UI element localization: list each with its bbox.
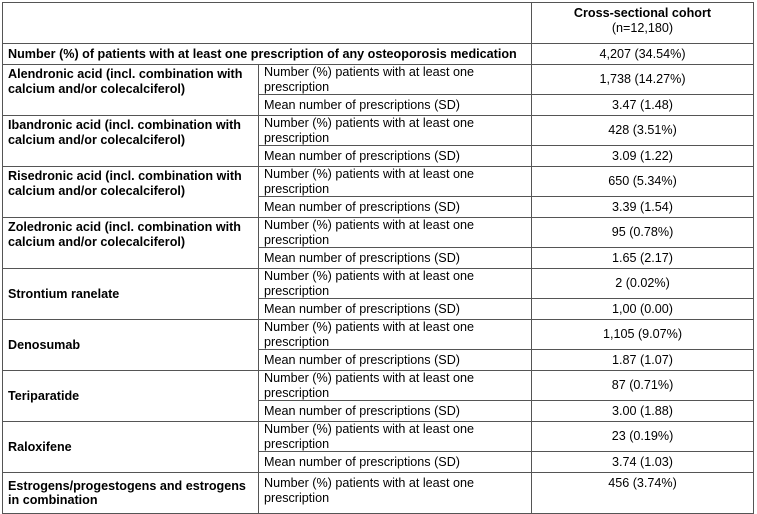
table-row (3, 116, 754, 146)
table-row-estrogens (3, 473, 754, 514)
table-row (3, 65, 754, 95)
cohort-n: (n=12,180) (611, 21, 674, 35)
prescription-table (2, 2, 754, 514)
measure-label: Mean number of prescriptions (SD) (259, 197, 532, 218)
table-row (3, 167, 754, 197)
drug-name: Denosumab (3, 320, 259, 371)
measure-label: Number (%) patients with at least one prescription (259, 116, 532, 146)
drug-name: Risedronic acid (incl. combination with calcium and/or colecalciferol) (3, 167, 259, 218)
overall-value: 4,207 (34.54%) (532, 44, 754, 65)
measure-value: 95 (0.78%) (532, 218, 754, 248)
table-row (3, 371, 754, 401)
header-row (3, 3, 754, 44)
measure-label: Mean number of prescriptions (SD) (259, 299, 532, 320)
measure-value: 3.47 (1.48) (532, 95, 754, 116)
measure-value: 1,105 (9.07%) (532, 320, 754, 350)
measure-label: Number (%) patients with at least one prescription (259, 269, 532, 299)
header-empty-cell (3, 3, 532, 44)
measure-value: 456 (3.74%) (532, 473, 754, 514)
drug-name: Zoledronic acid (incl. combination with calcium and/or colecalciferol) (3, 218, 259, 269)
measure-label: Mean number of prescriptions (SD) (259, 350, 532, 371)
measure-label: Number (%) patients with at least one prescription (259, 65, 532, 95)
overall-label: Number (%) of patients with at least one prescription of any osteoporosis medication (3, 44, 532, 65)
drug-name: Estrogens/progestogens and estrogens in combination (3, 473, 259, 514)
measure-label: Number (%) patients with at least one prescription (259, 422, 532, 452)
measure-value: 1,00 (0.00) (532, 299, 754, 320)
cohort-header (532, 3, 754, 44)
cohort-title: Cross-sectional cohort (573, 6, 712, 20)
overall-row (3, 44, 754, 65)
measure-value: 3.00 (1.88) (532, 401, 754, 422)
measure-label: Number (%) patients with at least one prescription (259, 218, 532, 248)
measure-value: 3.09 (1.22) (532, 146, 754, 167)
measure-value: 3.39 (1.54) (532, 197, 754, 218)
measure-value: 1,738 (14.27%) (532, 65, 754, 95)
drug-name: Strontium ranelate (3, 269, 259, 320)
measure-value: 2 (0.02%) (532, 269, 754, 299)
measure-label: Mean number of prescriptions (SD) (259, 95, 532, 116)
measure-label: Number (%) patients with at least one prescription (259, 320, 532, 350)
table-row (3, 422, 754, 452)
measure-label: Mean number of prescriptions (SD) (259, 401, 532, 422)
measure-value: 3.74 (1.03) (532, 452, 754, 473)
measure-value: 23 (0.19%) (532, 422, 754, 452)
measure-label: Number (%) patients with at least one prescription (259, 371, 532, 401)
table-row (3, 218, 754, 248)
table-row (3, 320, 754, 350)
measure-label: Mean number of prescriptions (SD) (259, 146, 532, 167)
drug-name: Ibandronic acid (incl. combination with calcium and/or colecalciferol) (3, 116, 259, 167)
measure-label: Number (%) patients with at least one prescription (259, 167, 532, 197)
table-row (3, 269, 754, 299)
measure-label: Mean number of prescriptions (SD) (259, 248, 532, 269)
measure-value: 650 (5.34%) (532, 167, 754, 197)
measure-value: 428 (3.51%) (532, 116, 754, 146)
drug-name: Alendronic acid (incl. combination with calcium and/or colecalciferol) (3, 65, 259, 116)
measure-value: 87 (0.71%) (532, 371, 754, 401)
drug-name: Raloxifene (3, 422, 259, 473)
measure-label: Mean number of prescriptions (SD) (259, 452, 532, 473)
measure-value: 1.65 (2.17) (532, 248, 754, 269)
measure-value: 1.87 (1.07) (532, 350, 754, 371)
drug-name: Teriparatide (3, 371, 259, 422)
measure-label: Number (%) patients with at least one prescription (259, 473, 532, 514)
